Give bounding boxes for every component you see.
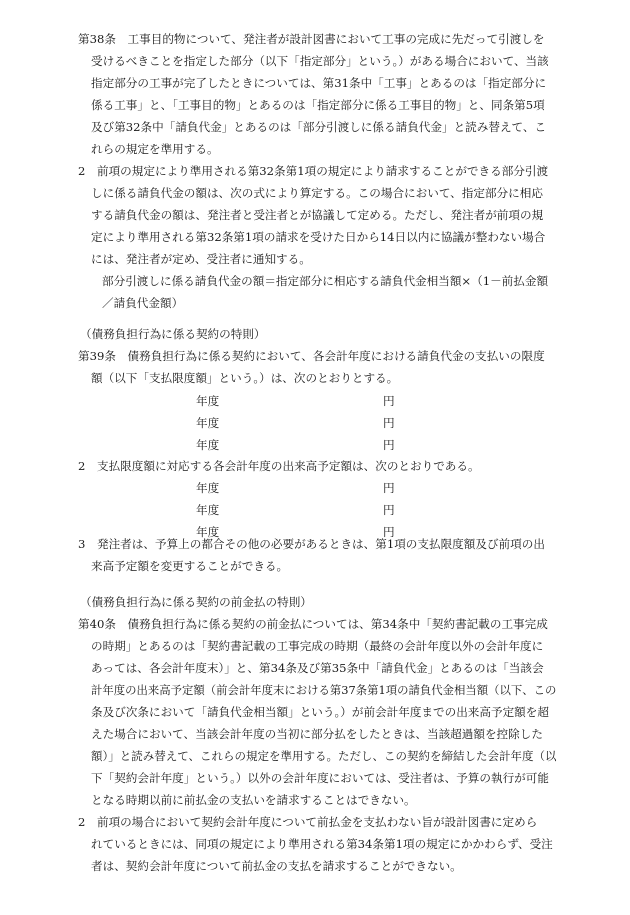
art40-line-4: 計年度の出来高予定額（前会計年度末における第37条第1項の請負代金相当額（以下、この <box>91 683 557 697</box>
art40-line-6: えた場合において、当該会計年度の当初に部分払をしたときは、当該超過額を控除した <box>91 727 543 741</box>
art40-line-3: あっては、各会計年度末）」と、第34条及び第35条中「請負代金」とあるのは「当該会 <box>91 661 544 675</box>
art40-line-5: 条及び次条において「請負代金相当額」という。）が前会計年度までの出来高予定額を超 <box>91 705 549 719</box>
art40-line-9: となる時期以前に前払金の支払いを請求することはできない。 <box>91 793 416 807</box>
formula-line-1: 部分引渡しに係る請負代金の額＝指定部分に相応する請負代金相当額×（1－前払金額 <box>102 274 549 288</box>
table1-year-3: 年度 <box>196 438 220 452</box>
art38-para2-line-1: 2 前項の規定により準用される第32条第1項の規定により請求することができる部分引渡 <box>78 164 549 178</box>
table1-yen-3: 円 <box>383 438 395 452</box>
art40-line-8: 下「契約会計年度」という。）以外の会計年度においては、受注者は、予算の執行が可能 <box>91 771 549 785</box>
table2-yen-2: 円 <box>383 503 395 517</box>
art38-line-3: 指定部分の工事が完了したときについては、第31条中「工事」とあるのは「指定部分に <box>91 76 547 90</box>
art39-para3-line-2: 来高予定額を変更することができる。 <box>91 559 289 573</box>
art39-para3-line-1: 3 発注者は、予算上の都合その他の必要があるときは、第1項の支払限度額及び前項の出 <box>78 537 545 551</box>
art39-line-2: 額（以下「支払限度額」という。）は、次のとおりとする。 <box>91 371 399 385</box>
table2-year-3: 年度 <box>196 525 220 539</box>
art38-line-1: 第38条 工事目的物について、発注者が設計図書において工事の完成に先だって引渡しを <box>78 32 545 46</box>
table1-yen-1: 円 <box>383 394 395 408</box>
art38-line-2: 受けるべきことを指定した部分（以下「指定部分」という。）がある場合において、当該 <box>91 54 549 68</box>
art40-caption: （債務負担行為に係る契約の前金払の特則） <box>80 595 312 609</box>
art39-para2: 2 支払限度額に対応する各会計年度の出来高予定額は、次のとおりである。 <box>78 459 480 473</box>
art38-line-4: 係る工事」と、「工事目的物」とあるのは「指定部分に係る工事目的物」と、同条第5項 <box>91 98 545 112</box>
art39-line-1: 第39条 債務負担行為に係る契約において、各会計年度における請負代金の支払いの限度 <box>78 349 545 363</box>
art38-para2-line-5: には、発注者が定め、受注者に通知する。 <box>91 252 311 266</box>
art38-para2-line-3: する請負代金の額は、発注者と受注者とが協議して定める。ただし、発注者が前項の規 <box>91 208 544 222</box>
art39-caption: （債務負担行為に係る契約の特則） <box>80 327 266 341</box>
art40-para2-line-1: 2 前項の場合において契約会計年度について前払金を支払わない旨が設計図書に定めら <box>78 815 538 829</box>
art38-line-6: れらの規定を準用する。 <box>91 142 219 156</box>
art40-line-7: 額）」と読み替えて、これらの規定を準用する。ただし、この契約を締結した会計年度（以 <box>91 749 557 763</box>
formula-line-2: ／請負代金額） <box>102 296 184 310</box>
art38-para2-line-4: 定により準用される第32条第1項の請求を受けた日から14日以内に協議が整わない場合 <box>91 230 546 244</box>
table1-year-2: 年度 <box>196 416 220 430</box>
table2-yen-1: 円 <box>383 481 395 495</box>
art38-para2-line-2: しに係る請負代金の額は、次の式により算定する。この場合において、指定部分に相応 <box>91 186 543 200</box>
art38-line-5: 及び第32条中「請負代金」とあるのは「部分引渡しに係る請負代金」と読み替えて、こ <box>91 120 547 134</box>
art40-para2-line-2: れているときには、同項の規定により準用される第34条第1項の規定にかかわらず、受注 <box>91 837 553 851</box>
art40-line-1: 第40条 債務負担行為に係る契約の前金払については、第34条中「契約書記載の工事完成 <box>78 617 548 631</box>
table2-yen-3: 円 <box>383 525 395 539</box>
table1-year-1: 年度 <box>196 394 220 408</box>
art40-line-2: の時期」とあるのは「契約書記載の工事完成の時期（最終の会計年度以外の会計年度に <box>91 639 544 653</box>
table2-year-1: 年度 <box>196 481 220 495</box>
table1-yen-2: 円 <box>383 416 395 430</box>
art40-para2-line-3: 者は、契約会計年度について前払金の支払を請求することができない。 <box>91 859 462 873</box>
table2-year-2: 年度 <box>196 503 220 517</box>
